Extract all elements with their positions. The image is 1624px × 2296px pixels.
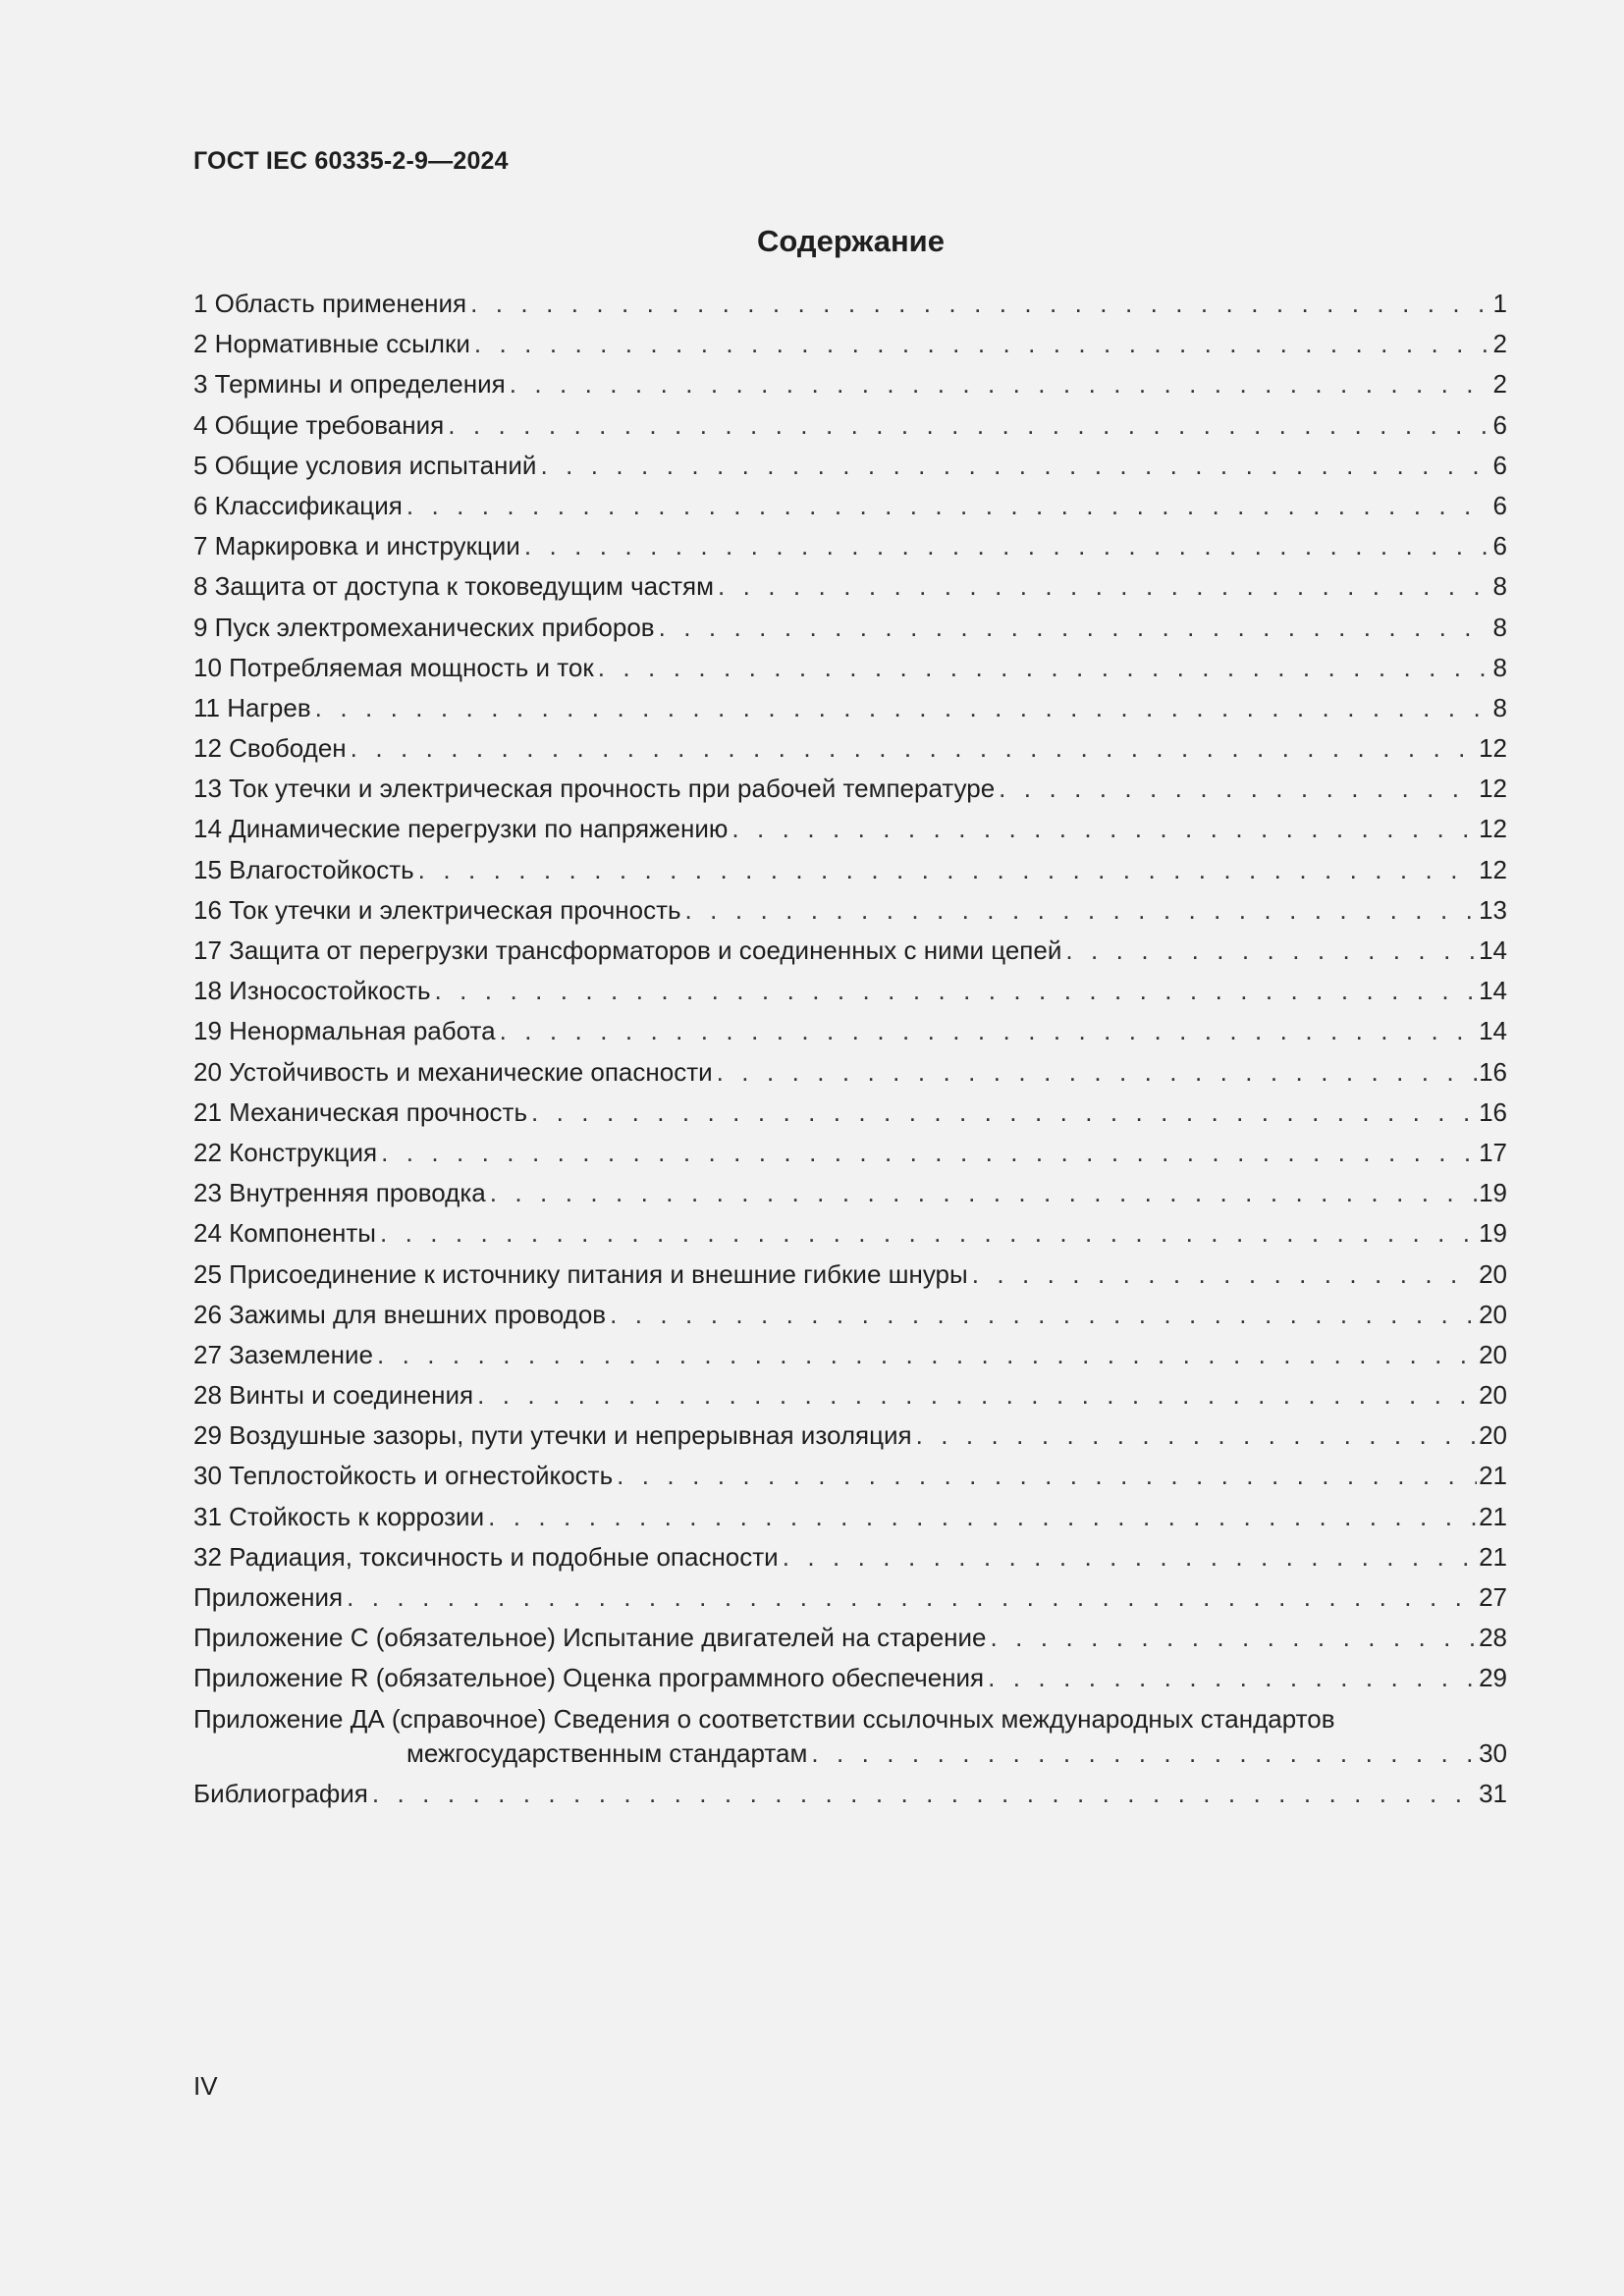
- toc-entry-label: 5 Общие условия испытаний: [193, 450, 537, 480]
- toc-entry-label: 32 Радиация, токсичность и подобные опасности: [193, 1541, 779, 1572]
- toc-entry[interactable]: [193, 689, 1507, 729]
- dot-leader: [617, 1457, 1477, 1494]
- toc-entry-page: 12: [1479, 814, 1507, 844]
- toc-entry[interactable]: [193, 1578, 1507, 1619]
- toc-entry-label: 27 Заземление: [193, 1339, 373, 1369]
- dot-leader: [477, 1376, 1477, 1414]
- toc-entry-label: 17 Защита от перегрузки трансформаторов и соединенных с ними цепей: [193, 935, 1062, 965]
- toc-entry[interactable]: [193, 1498, 1507, 1538]
- toc-entry[interactable]: [193, 1094, 1507, 1134]
- toc-entry-page: 8: [1492, 692, 1507, 722]
- toc-entry-label: 29 Воздушные зазоры, пути утечки и непрерывная изоляция: [193, 1420, 912, 1451]
- page-number: IV: [193, 2071, 218, 2101]
- toc-entry-label: Приложение С (обязательное) Испытание двигателей на старение: [193, 1623, 987, 1653]
- toc-entry[interactable]: [193, 932, 1507, 972]
- toc-entry[interactable]: [193, 1296, 1507, 1336]
- toc-entry[interactable]: [193, 1053, 1507, 1094]
- dot-leader: [406, 487, 1491, 524]
- toc-entry-page: 12: [1479, 854, 1507, 884]
- toc-entry-page: 2: [1492, 329, 1507, 359]
- dot-leader: [811, 1735, 1477, 1772]
- toc-entry-label: 7 Маркировка и инструкции: [193, 531, 520, 561]
- toc-entry-label: 4 Общие требования: [193, 409, 445, 440]
- toc-entry-page: 1: [1492, 289, 1507, 318]
- dot-leader: [470, 285, 1490, 322]
- dot-leader: [988, 1659, 1477, 1696]
- toc-entry[interactable]: [193, 487, 1507, 527]
- toc-entry[interactable]: [193, 1214, 1507, 1255]
- toc-entry-page: 29: [1479, 1663, 1507, 1693]
- toc-entry-page: 6: [1492, 531, 1507, 561]
- toc-entry-page: 16: [1479, 1096, 1507, 1127]
- dot-leader: [731, 810, 1477, 847]
- toc-entry-page: 21: [1479, 1541, 1507, 1572]
- document-header-code: ГОСТ IEC 60335-2-9—2024: [193, 147, 509, 175]
- toc-entry-page: 21: [1479, 1501, 1507, 1531]
- dot-leader: [531, 1094, 1477, 1131]
- toc-entry-page: 2: [1492, 369, 1507, 400]
- dot-leader: [685, 891, 1478, 929]
- toc-entry-page: 19: [1479, 1218, 1507, 1249]
- dot-leader: [972, 1255, 1477, 1293]
- toc-entry-page: 8: [1492, 612, 1507, 642]
- toc-entry[interactable]: [193, 406, 1507, 447]
- toc-entry[interactable]: [193, 1336, 1507, 1376]
- toc-entry-page: 21: [1479, 1461, 1507, 1491]
- dot-leader: [490, 1174, 1477, 1211]
- toc-entry-page: 31: [1479, 1778, 1507, 1808]
- toc-entry-label: 28 Винты и соединения: [193, 1380, 474, 1411]
- dot-leader: [659, 609, 1491, 646]
- dot-leader: [347, 1578, 1477, 1616]
- toc-entry[interactable]: [193, 609, 1507, 649]
- toc-entry-page: 13: [1479, 894, 1507, 925]
- dot-leader: [372, 1775, 1477, 1812]
- toc-entry[interactable]: [193, 770, 1507, 810]
- dot-leader: [474, 325, 1491, 362]
- toc-entry-page: 27: [1479, 1582, 1507, 1612]
- toc-entry[interactable]: [193, 447, 1507, 487]
- dot-leader: [916, 1416, 1477, 1454]
- toc-entry-label: 10 Потребляемая мощность и ток: [193, 652, 594, 682]
- toc-entry[interactable]: [193, 1659, 1507, 1699]
- toc-entry-label: 12 Свободен: [193, 733, 347, 764]
- dot-leader: [500, 1012, 1477, 1049]
- dot-leader: [540, 447, 1490, 484]
- toc-entry-label: 30 Теплостойкость и огнестойкость: [193, 1461, 614, 1491]
- toc-entry-page: 14: [1479, 935, 1507, 965]
- toc-entry-page: 6: [1492, 490, 1507, 520]
- toc-entry-page: 6: [1492, 409, 1507, 440]
- toc-entry-page: 6: [1492, 450, 1507, 480]
- dot-leader: [510, 365, 1491, 402]
- dot-leader: [524, 527, 1491, 564]
- toc-entry[interactable]: [193, 891, 1507, 932]
- dot-leader: [381, 1134, 1477, 1171]
- toc-entry-page: 8: [1492, 652, 1507, 682]
- toc-entry[interactable]: [193, 365, 1507, 405]
- toc-entry[interactable]: [193, 1134, 1507, 1174]
- toc-entry-page: 28: [1479, 1623, 1507, 1653]
- toc-entry-page: 16: [1479, 1056, 1507, 1087]
- toc-entry-label: 6 Классификация: [193, 490, 403, 520]
- dot-leader: [991, 1619, 1478, 1656]
- dot-leader: [435, 972, 1478, 1009]
- toc-entry-label: 1 Область применения: [193, 289, 467, 318]
- table-of-contents: [193, 285, 1507, 1815]
- toc-entry[interactable]: [193, 851, 1507, 891]
- dot-leader: [377, 1336, 1477, 1373]
- toc-entry-page: 19: [1479, 1178, 1507, 1208]
- dot-leader: [717, 1053, 1477, 1091]
- dot-leader: [380, 1214, 1477, 1252]
- toc-entry-label: Библиография: [193, 1778, 368, 1808]
- toc-entry-page: 20: [1479, 1420, 1507, 1451]
- toc-entry-annex-da[interactable]: [193, 1700, 1507, 1775]
- toc-entry-page: 14: [1479, 1016, 1507, 1046]
- toc-entry-page: 20: [1479, 1258, 1507, 1289]
- toc-entry-label: 9 Пуск электромеханических приборов: [193, 612, 655, 642]
- dot-leader: [598, 649, 1491, 686]
- toc-entry-page: 12: [1479, 774, 1507, 804]
- toc-entry-label-line1: Приложение ДА (справочное) Сведения о соответствии ссылочных международных стандартов: [193, 1703, 1335, 1734]
- toc-entry-page: 20: [1479, 1380, 1507, 1411]
- toc-entry[interactable]: [193, 325, 1507, 365]
- dot-leader: [1065, 932, 1477, 969]
- toc-entry[interactable]: [193, 1174, 1507, 1214]
- toc-entry-label: 14 Динамические перегрузки по напряжению: [193, 814, 729, 844]
- toc-entry[interactable]: [193, 1376, 1507, 1416]
- toc-entry[interactable]: [193, 729, 1507, 770]
- dot-leader: [351, 729, 1477, 767]
- toc-entry[interactable]: [193, 1457, 1507, 1497]
- toc-entry[interactable]: [193, 1538, 1507, 1578]
- toc-entry-page: 20: [1479, 1299, 1507, 1329]
- toc-entry-label: 25 Присоединение к источнику питания и внешние гибкие шнуры: [193, 1258, 968, 1289]
- toc-entry[interactable]: [193, 1619, 1507, 1659]
- dot-leader: [315, 689, 1491, 726]
- toc-entry[interactable]: [193, 1416, 1507, 1457]
- toc-entry-page: 30: [1479, 1737, 1507, 1768]
- toc-entry-label: 22 Конструкция: [193, 1137, 378, 1167]
- toc-entry-label: 11 Нагрев: [193, 692, 311, 722]
- toc-entry-label: 15 Влагостойкость: [193, 854, 414, 884]
- toc-entry-label: 19 Ненормальная работа: [193, 1016, 496, 1046]
- dot-leader: [999, 770, 1477, 807]
- toc-entry-label: 20 Устойчивость и механические опасности: [193, 1056, 713, 1087]
- toc-entry-bibliography[interactable]: [193, 1775, 1507, 1815]
- dot-leader: [783, 1538, 1477, 1575]
- toc-entry-label: 8 Защита от доступа к токоведущим частям: [193, 571, 714, 602]
- toc-entry-label: 16 Ток утечки и электрическая прочность: [193, 894, 681, 925]
- dot-leader: [418, 851, 1477, 888]
- toc-entry-label-line2: межгосударственным стандартам: [406, 1737, 808, 1768]
- dot-leader: [488, 1498, 1477, 1535]
- toc-entry-page: 14: [1479, 976, 1507, 1006]
- toc-entry-label: 26 Зажимы для внешних проводов: [193, 1299, 607, 1329]
- toc-entry[interactable]: [193, 1012, 1507, 1052]
- dot-leader: [718, 567, 1491, 605]
- toc-entry-label: 13 Ток утечки и электрическая прочность при рабочей температуре: [193, 774, 996, 804]
- toc-entry-label: 24 Компоненты: [193, 1218, 376, 1249]
- toc-entry[interactable]: [193, 567, 1507, 608]
- toc-entry-continuation: [193, 1735, 1507, 1775]
- toc-entry[interactable]: [193, 972, 1507, 1012]
- toc-entry-page: 20: [1479, 1339, 1507, 1369]
- toc-title: Содержание: [757, 224, 945, 258]
- toc-entry-label: 21 Механическая прочность: [193, 1096, 527, 1127]
- toc-entry[interactable]: [193, 527, 1507, 567]
- toc-entry-label: Приложение R (обязательное) Оценка программного обеспечения: [193, 1663, 985, 1693]
- toc-entry[interactable]: [193, 1255, 1507, 1296]
- toc-entry-label: 3 Термины и определения: [193, 369, 506, 400]
- toc-entry-label: Приложения: [193, 1582, 344, 1612]
- dot-leader: [448, 406, 1490, 444]
- toc-entry-label: 31 Стойкость к коррозии: [193, 1501, 485, 1531]
- toc-entry[interactable]: [193, 810, 1507, 850]
- toc-entry-label: 18 Износостойкость: [193, 976, 431, 1006]
- toc-entry-page: 8: [1492, 571, 1507, 602]
- toc-entry[interactable]: [193, 285, 1507, 325]
- toc-entry-page: 12: [1479, 733, 1507, 764]
- toc-entry-label: 23 Внутренняя проводка: [193, 1178, 486, 1208]
- dot-leader: [610, 1296, 1477, 1333]
- toc-entry-label: 2 Нормативные ссылки: [193, 329, 470, 359]
- toc-entry[interactable]: [193, 649, 1507, 689]
- toc-entry-page: 17: [1479, 1137, 1507, 1167]
